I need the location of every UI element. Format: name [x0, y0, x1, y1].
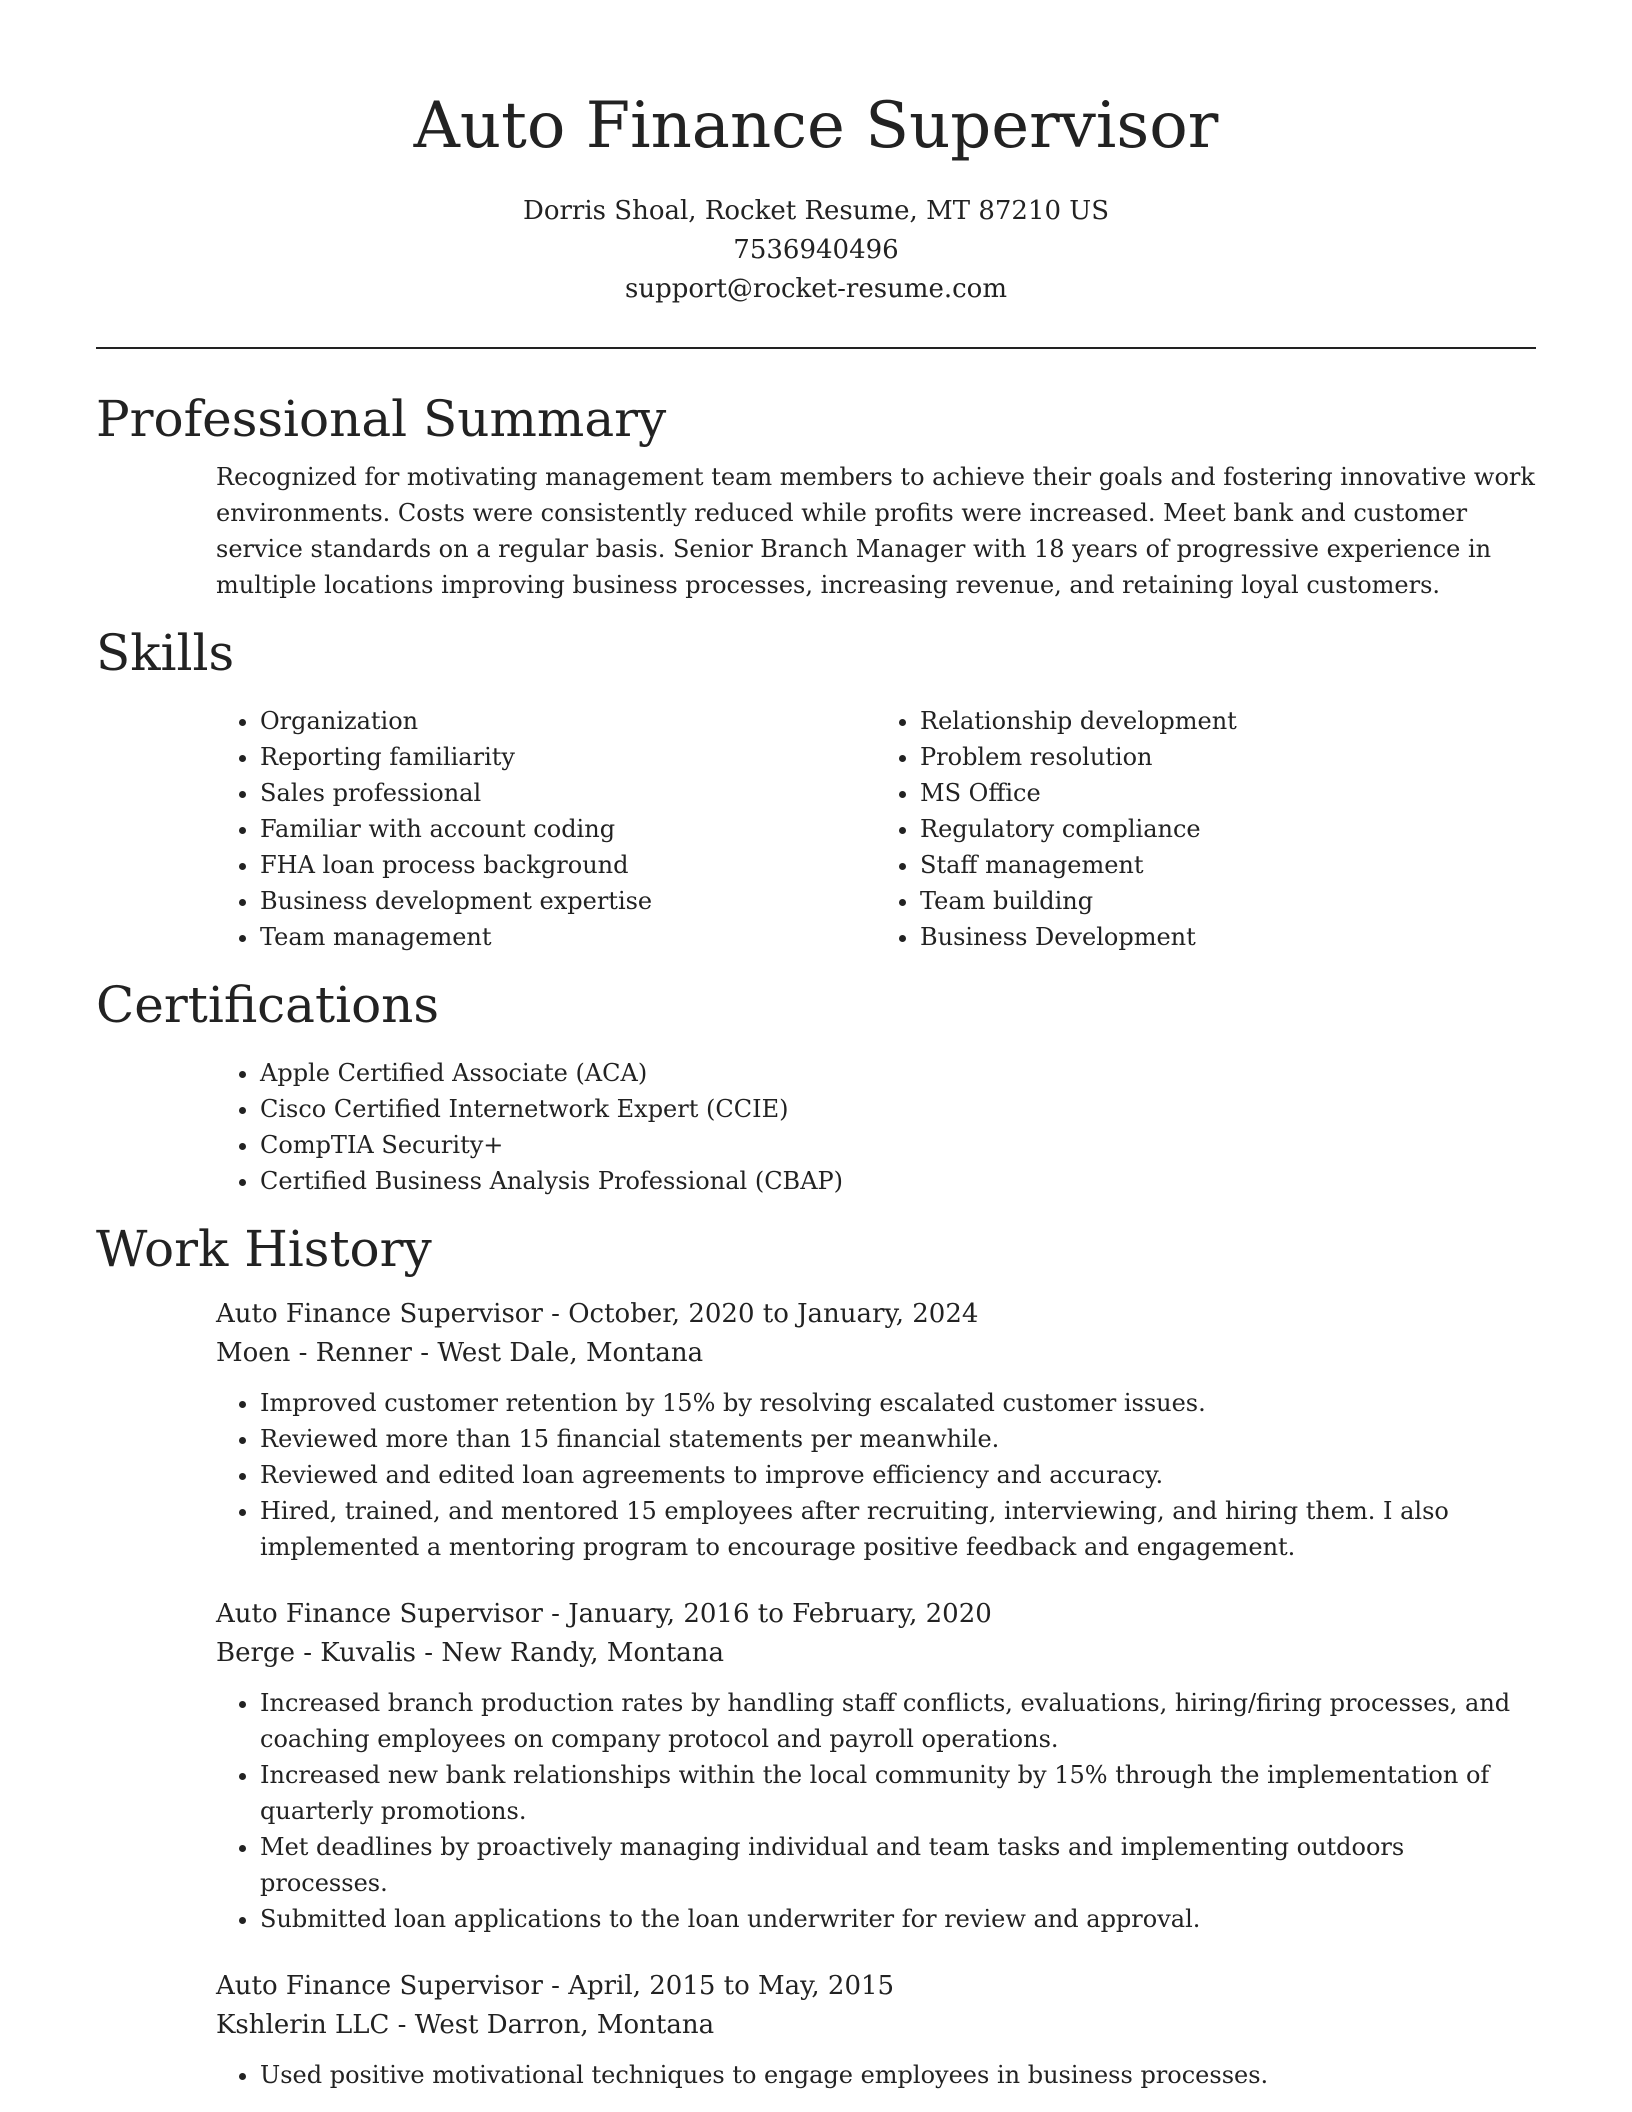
job-company: Berge - Kuvalis	[216, 1638, 417, 1668]
skill-item: • Staff management	[920, 847, 1536, 883]
skill-item: • FHA loan process background	[260, 847, 876, 883]
skills-column-left	[216, 703, 876, 955]
skill-item: • Regulatory compliance	[920, 811, 1536, 847]
job-title-line	[216, 1295, 1536, 1334]
resume-header	[96, 0, 1536, 309]
job-bullet: • Reviewed and edited loan agreements to improve efficiency and accuracy.	[260, 1457, 1536, 1493]
skills-list	[216, 703, 1536, 955]
job-role: Auto Finance Supervisor	[216, 1299, 543, 1329]
skill-item: • Organization	[260, 703, 876, 739]
job-company-line	[216, 2006, 1536, 2045]
job-entry	[216, 1595, 1536, 1937]
job-dates: - April, 2015 to May, 2015	[542, 1971, 895, 2001]
job-title-line	[216, 1595, 1536, 1634]
job-bullet: • Increased new bank relationships within the local community by 15% through the implementation of quarterly promotions.	[260, 1757, 1536, 1829]
job-title-line	[216, 1967, 1536, 2006]
job-bullet: • Increased branch production rates by handling staff conflicts, evaluations, hiring/firing processes, and coaching employees on company protocol and payroll operations.	[260, 1685, 1536, 1757]
job-entry	[216, 1295, 1536, 1565]
skills-heading: Skills	[96, 624, 235, 682]
job-role: Auto Finance Supervisor	[216, 1971, 543, 2001]
skill-item: • Problem resolution	[920, 739, 1536, 775]
address-line: Dorris Shoal, Rocket Resume, MT 87210 US	[522, 196, 1110, 226]
job-dates: - October, 2020 to January, 2024	[542, 1299, 979, 1329]
skills-column-right	[876, 703, 1536, 955]
job-company: Kshlerin LLC	[216, 2010, 390, 2040]
job-entry	[216, 1967, 1536, 2093]
skill-item: • MS Office	[920, 775, 1536, 811]
job-company: Moen - Renner	[216, 1338, 412, 1368]
skill-item: • Team building	[920, 883, 1536, 919]
skill-item: • Business development expertise	[260, 883, 876, 919]
summary-heading: Professional Summary	[96, 390, 667, 448]
skill-item: • Reporting familiarity	[260, 739, 876, 775]
job-bullet: • Hired, trained, and mentored 15 employees after recruiting, interviewing, and hiring them. I also implemented a mentoring program to encourage positive feedback and engagement.	[260, 1493, 1536, 1565]
job-company-line	[216, 1634, 1536, 1673]
email-line: support@rocket-resume.com	[624, 274, 1007, 304]
resume-page	[96, 0, 1536, 2093]
skill-item: • Team management	[260, 919, 876, 955]
job-location: - New Randy, Montana	[416, 1638, 725, 1668]
job-bullets	[216, 1385, 1536, 1565]
skill-item: • Relationship development	[920, 703, 1536, 739]
phone-line: 7536940496	[733, 235, 899, 265]
skill-item: • Business Development	[920, 919, 1536, 955]
job-bullets	[216, 1685, 1536, 1937]
certifications-list	[216, 1055, 1536, 1199]
work-history-heading: Work History	[96, 1220, 432, 1278]
job-bullet: • Submitted loan applications to the loan underwriter for review and approval.	[260, 1901, 1536, 1937]
job-bullets	[216, 2057, 1536, 2093]
certifications-heading: Certifications	[96, 976, 440, 1034]
job-dates: - January, 2016 to February, 2020	[542, 1599, 992, 1629]
job-location: - West Dale, Montana	[412, 1338, 704, 1368]
summary-text: Recognized for motivating management team members to achieve their goals and fostering innovative work environments. Costs were consistently reduced while profits were increased. Meet bank and customer service standards on a regular basis. Senior Branch Manager with 18 years of progressive experience in multiple locations improving business processes, increasing revenue, and retaining loyal customers.	[216, 463, 1535, 599]
certification-item: • Cisco Certified Internetwork Expert (CCIE)	[260, 1091, 1536, 1127]
job-location: - West Darron, Montana	[389, 2010, 715, 2040]
resume-name: Auto Finance Supervisor	[413, 89, 1219, 163]
skill-item: • Familiar with account coding	[260, 811, 876, 847]
job-bullet: • Used positive motivational techniques to engage employees in business processes.	[260, 2057, 1536, 2093]
contact-block	[96, 192, 1536, 309]
job-company-line	[216, 1334, 1536, 1373]
skill-item: • Sales professional	[260, 775, 876, 811]
header-divider	[96, 347, 1536, 349]
certification-item: • CompTIA Security+	[260, 1127, 1536, 1163]
certification-item: • Apple Certified Associate (ACA)	[260, 1055, 1536, 1091]
job-bullet: • Reviewed more than 15 financial statements per meanwhile.	[260, 1421, 1536, 1457]
certification-item: • Certified Business Analysis Professional (CBAP)	[260, 1163, 1536, 1199]
job-bullet: • Met deadlines by proactively managing individual and team tasks and implementing outdoors processes.	[260, 1829, 1536, 1901]
job-bullet: • Improved customer retention by 15% by resolving escalated customer issues.	[260, 1385, 1536, 1421]
job-role: Auto Finance Supervisor	[216, 1599, 543, 1629]
